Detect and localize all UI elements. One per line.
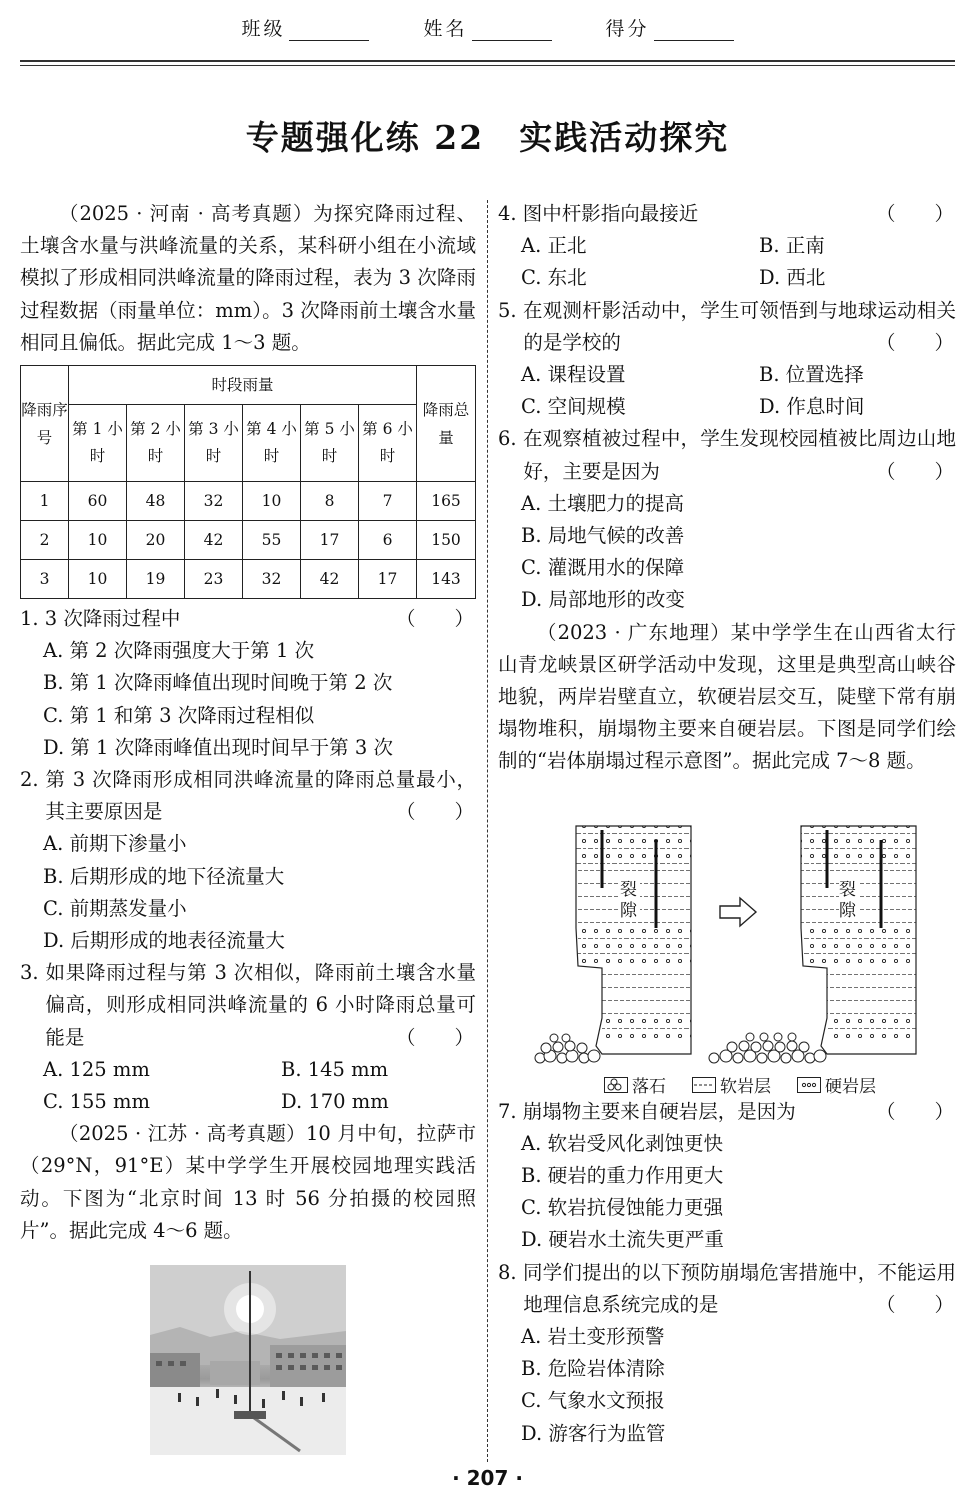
th-hour: 第 4 小时 bbox=[243, 405, 301, 482]
option[interactable]: D. 作息时间 bbox=[759, 395, 865, 419]
class-blank bbox=[289, 20, 369, 41]
left-column bbox=[20, 198, 476, 1247]
page-title: 专题强化练 22 实践活动探究 bbox=[245, 118, 730, 157]
campus-photo bbox=[150, 1265, 346, 1455]
table-row bbox=[21, 482, 476, 521]
name-blank bbox=[472, 20, 552, 41]
option[interactable]: A. 125 mm bbox=[43, 1057, 150, 1081]
rainfall-table bbox=[20, 365, 476, 599]
option[interactable]: D. 游客行为监管 bbox=[521, 1421, 666, 1445]
th-total: 降雨总量 bbox=[417, 366, 476, 482]
question-stem: 7. 崩塌物主要来自硬岩层，是因为 bbox=[498, 1099, 796, 1123]
option[interactable]: A. 前期下渗量小 bbox=[43, 832, 187, 856]
options-q6 bbox=[498, 488, 956, 617]
fallen-rocks-before bbox=[535, 1034, 600, 1063]
answer-blank[interactable]: （ ） bbox=[875, 1099, 954, 1123]
fallen-rocks-after bbox=[709, 1033, 826, 1063]
option[interactable]: D. 第 1 次降雨峰值出现时间早于第 3 次 bbox=[43, 735, 393, 759]
th-hour: 第 1 小时 bbox=[69, 405, 127, 482]
option[interactable]: B. 第 1 次降雨峰值出现时间晚于第 2 次 bbox=[43, 671, 393, 695]
class-label: 班级 bbox=[241, 18, 286, 40]
option[interactable]: A. 课程设置 bbox=[521, 363, 626, 387]
question-stem: 8. 同学们提出的以下预防崩塌危害措施中，不能运用地理信息系统完成的是 bbox=[498, 1260, 956, 1316]
question-4 bbox=[498, 198, 956, 230]
cell: 42 bbox=[301, 560, 359, 599]
option[interactable]: C. 灌溉用水的保障 bbox=[521, 556, 685, 580]
cell: 60 bbox=[69, 482, 127, 521]
cliff-after bbox=[801, 826, 916, 1054]
options-q1 bbox=[20, 635, 476, 764]
header-rule-thin bbox=[20, 65, 955, 66]
table-row bbox=[21, 521, 476, 560]
intro-passage-1: （2025 · 河南 · 高考真题）为探究降雨过程、土壤含水量与洪峰流量的关系，某科研小组在小流域模拟了形成相同洪峰流量的降雨过程，表为 3 次降雨过程数据（雨量单位：mm）。3 次降雨前土壤含水量相同且偏低。据此完成 1～3 题。 bbox=[20, 202, 476, 354]
cell: 19 bbox=[127, 560, 185, 599]
legend-item-soft-rock bbox=[692, 1072, 771, 1097]
option[interactable]: A. 正北 bbox=[521, 234, 587, 258]
answer-blank[interactable]: （ ） bbox=[875, 202, 954, 225]
cliff-before bbox=[576, 826, 691, 1054]
question-5 bbox=[498, 295, 956, 359]
option[interactable]: B. 危险岩体清除 bbox=[521, 1357, 665, 1381]
th-hour: 第 2 小时 bbox=[127, 405, 185, 482]
question-stem: 6. 在观察植被过程中，学生发现校园植被比周边山地好，主要是因为 bbox=[498, 427, 956, 483]
cell: 8 bbox=[301, 482, 359, 521]
question-stem: 4. 图中杆影指向最接近 bbox=[498, 202, 699, 225]
option[interactable]: C. 软岩抗侵蚀能力更强 bbox=[521, 1196, 724, 1220]
option[interactable]: B. 145 mm bbox=[281, 1057, 389, 1081]
answer-blank[interactable]: （ ） bbox=[875, 330, 954, 354]
option[interactable]: C. 第 1 和第 3 次降雨过程相似 bbox=[43, 703, 315, 727]
student-info-header bbox=[0, 14, 975, 41]
answer-blank[interactable]: （ ） bbox=[875, 1292, 954, 1316]
option[interactable]: B. 局地气候的改善 bbox=[521, 524, 685, 548]
answer-blank[interactable]: （ ） bbox=[395, 607, 474, 631]
option[interactable]: B. 位置选择 bbox=[759, 363, 864, 387]
cell: 17 bbox=[301, 521, 359, 560]
option[interactable]: B. 后期形成的地下径流量大 bbox=[43, 864, 285, 888]
option[interactable]: B. 硬岩的重力作用更大 bbox=[521, 1164, 724, 1188]
options-q3 bbox=[20, 1054, 476, 1118]
question-stem: 3. 如果降雨过程与第 3 次相似，降雨前土壤含水量偏高，则形成相同洪峰流量的 6 小时降雨总量可能是 bbox=[20, 961, 476, 1049]
question-1 bbox=[20, 603, 476, 635]
crack-label-after: 裂隙 bbox=[839, 880, 859, 922]
cell-total: 165 bbox=[417, 482, 476, 521]
cell: 55 bbox=[243, 521, 301, 560]
answer-blank[interactable]: （ ） bbox=[395, 800, 474, 824]
header-rule-thick bbox=[20, 60, 955, 62]
options-q5 bbox=[498, 359, 956, 423]
question-8 bbox=[498, 1257, 956, 1321]
cell-total: 143 bbox=[417, 560, 476, 599]
score-label: 得分 bbox=[605, 18, 650, 40]
cell-seq: 3 bbox=[21, 560, 69, 599]
question-stem: 5. 在观测杆影活动中，学生可领悟到与地球运动相关的是学校的 bbox=[498, 298, 956, 354]
options-q2 bbox=[20, 828, 476, 957]
soft-rock-legend-icon bbox=[692, 1077, 716, 1093]
legend-label: 软岩层 bbox=[720, 1077, 771, 1097]
crack-label-before: 裂隙 bbox=[620, 880, 640, 922]
cell-seq: 1 bbox=[21, 482, 69, 521]
option[interactable]: A. 土壤肥力的提高 bbox=[521, 491, 684, 515]
cell: 48 bbox=[127, 482, 185, 521]
campus-photo-drawing bbox=[150, 1265, 346, 1455]
cell: 42 bbox=[185, 521, 243, 560]
rock-collapse-diagram bbox=[518, 818, 938, 1100]
option[interactable]: C. 前期蒸发量小 bbox=[43, 896, 187, 920]
option[interactable]: D. 后期形成的地表径流量大 bbox=[43, 929, 285, 953]
question-stem: 2. 第 3 次降雨形成相同洪峰流量的降雨总量最小，其主要原因是 bbox=[20, 768, 476, 824]
option[interactable]: B. 正南 bbox=[759, 234, 825, 258]
answer-blank[interactable]: （ ） bbox=[395, 1025, 474, 1049]
legend-item-rockfall bbox=[604, 1072, 666, 1097]
cell: 6 bbox=[359, 521, 417, 560]
option[interactable]: A. 软岩受风化剥蚀更快 bbox=[521, 1131, 723, 1155]
cell: 20 bbox=[127, 521, 185, 560]
class-field bbox=[241, 14, 369, 41]
legend-item-hard-rock bbox=[797, 1072, 876, 1097]
th-hour: 第 5 小时 bbox=[301, 405, 359, 482]
cell: 23 bbox=[185, 560, 243, 599]
option[interactable]: C. 东北 bbox=[521, 266, 587, 290]
cell: 10 bbox=[69, 560, 127, 599]
hard-rock-legend-icon bbox=[797, 1077, 821, 1093]
cell: 10 bbox=[69, 521, 127, 560]
options-q7 bbox=[498, 1128, 956, 1257]
option[interactable]: C. 空间规模 bbox=[521, 395, 626, 419]
cell: 32 bbox=[185, 482, 243, 521]
page-number: · 207 · bbox=[452, 1466, 523, 1490]
legend-label: 落石 bbox=[632, 1077, 666, 1097]
option[interactable]: D. 西北 bbox=[759, 266, 826, 290]
cell: 32 bbox=[243, 560, 301, 599]
rockfall-legend-icon bbox=[604, 1077, 628, 1093]
th-period: 时段雨量 bbox=[69, 366, 417, 405]
option[interactable]: A. 岩土变形预警 bbox=[521, 1325, 665, 1349]
option[interactable]: C. 155 mm bbox=[43, 1090, 151, 1114]
cell-total: 150 bbox=[417, 521, 476, 560]
cell: 7 bbox=[359, 482, 417, 521]
score-field bbox=[606, 14, 734, 41]
cell: 10 bbox=[243, 482, 301, 521]
option[interactable]: D. 170 mm bbox=[281, 1090, 389, 1114]
question-6 bbox=[498, 423, 956, 487]
column-divider bbox=[487, 200, 488, 1462]
diagram-legend bbox=[604, 1072, 876, 1097]
name-field bbox=[423, 14, 551, 41]
options-q4 bbox=[498, 230, 956, 294]
question-2 bbox=[20, 764, 476, 828]
option[interactable]: D. 局部地形的改变 bbox=[521, 588, 685, 612]
option[interactable]: A. 第 2 次降雨强度大于第 1 次 bbox=[43, 639, 315, 663]
option[interactable]: C. 气象水文预报 bbox=[521, 1389, 665, 1413]
cell-seq: 2 bbox=[21, 521, 69, 560]
arrow-icon bbox=[720, 898, 756, 926]
question-3 bbox=[20, 957, 476, 1054]
options-q8 bbox=[498, 1321, 956, 1450]
name-label: 姓名 bbox=[423, 18, 468, 40]
intro-passage-3: （2023 · 广东地理）某中学学生在山西省太行山青龙峡景区研学活动中发现，这里是典型高山峡谷地貌，两岸岩壁直立，软硬岩层交互，陡壁下常有崩塌物堆积，崩塌物主要来自硬岩层。下图是同学们绘制的“岩体崩塌过程示意图”。据此完成 7～8 题。 bbox=[498, 620, 956, 773]
answer-blank[interactable]: （ ） bbox=[875, 459, 954, 483]
th-hour: 第 3 小时 bbox=[185, 405, 243, 482]
score-blank bbox=[654, 20, 734, 41]
table-row bbox=[21, 560, 476, 599]
intro-passage-2: （2025 · 江苏 · 高考真题）10 月中旬，拉萨市（29°N，91°E）某中学学生开展校园地理实践活动。下图为“北京时间 13 时 56 分拍摄的校园照片”。据此完成 4～6 题。 bbox=[20, 1122, 476, 1242]
th-seq: 降雨序号 bbox=[21, 366, 69, 482]
option[interactable]: D. 硬岩水土流失更严重 bbox=[521, 1228, 724, 1252]
question-stem: 1. 3 次降雨过程中 bbox=[20, 607, 181, 631]
question-7 bbox=[498, 1096, 956, 1128]
cell: 17 bbox=[359, 560, 417, 599]
th-hour: 第 6 小时 bbox=[359, 405, 417, 482]
legend-label: 硬岩层 bbox=[825, 1077, 876, 1097]
